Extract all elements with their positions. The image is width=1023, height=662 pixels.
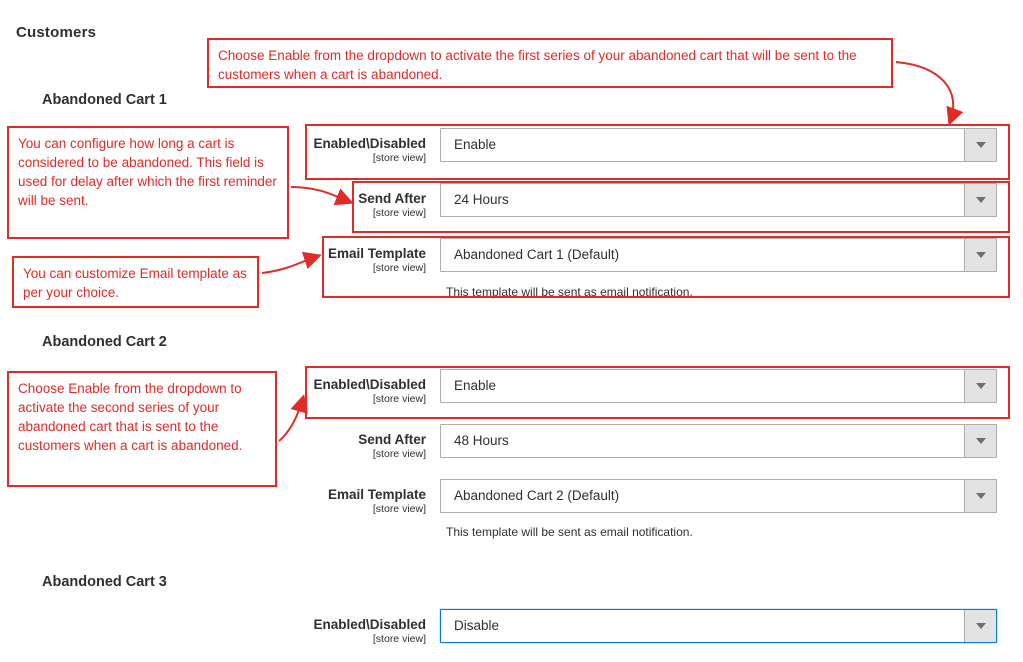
select-cart3-enabled[interactable]	[440, 609, 997, 643]
field-label: Send After	[358, 432, 426, 447]
annotation-email-template: You can customize Email template as per your choice.	[12, 256, 259, 308]
field-row-cart2-send-after	[348, 424, 997, 461]
field-label: Enabled\Disabled	[313, 136, 426, 151]
chevron-down-icon[interactable]	[964, 480, 996, 512]
field-note-cart2-email-template: This template will be sent as email notification.	[446, 525, 693, 539]
group-title-abandoned-cart-2: Abandoned Cart 2	[42, 334, 167, 350]
field-scope: [store view]	[372, 152, 426, 164]
field-scope: [store view]	[372, 633, 426, 645]
field-label: Email Template	[327, 487, 426, 502]
select-cart2-email-template[interactable]	[440, 479, 997, 513]
field-row-cart3-enabled	[305, 609, 997, 646]
field-label-wrap	[322, 238, 440, 275]
field-label-wrap	[305, 369, 440, 406]
field-scope: [store view]	[372, 503, 426, 515]
field-row-cart2-enabled	[305, 369, 997, 406]
field-row-cart1-enabled	[305, 128, 997, 165]
select-value: Enable	[454, 137, 497, 152]
chevron-down-icon[interactable]	[964, 610, 996, 642]
select-value: 24 Hours	[454, 192, 509, 207]
group-title-abandoned-cart-1: Abandoned Cart 1	[42, 92, 167, 108]
field-label: Enabled\Disabled	[313, 377, 426, 392]
select-value: Abandoned Cart 2 (Default)	[454, 488, 620, 503]
select-cart2-send-after[interactable]	[440, 424, 997, 458]
chevron-down-icon[interactable]	[964, 425, 996, 457]
field-row-cart2-email-template	[322, 479, 997, 516]
field-label: Send After	[358, 191, 426, 206]
select-value: Enable	[454, 378, 497, 393]
field-label-wrap	[348, 424, 440, 461]
annotation-send-after: You can configure how long a cart is considered to be abandoned. This field is used for delay after which the first reminder will be sent.	[7, 126, 289, 239]
page-title: Customers	[16, 24, 97, 41]
field-label-wrap	[348, 183, 440, 220]
chevron-down-icon[interactable]	[964, 239, 996, 271]
select-cart1-enabled[interactable]	[440, 128, 997, 162]
select-value: 48 Hours	[454, 433, 509, 448]
annotation-cart2-enable: Choose Enable from the dropdown to activate the second series of your abandoned cart that is sent to the customers when a cart is abandoned.	[7, 371, 277, 487]
field-label-wrap	[305, 128, 440, 165]
field-row-cart1-send-after	[348, 183, 997, 220]
field-scope: [store view]	[372, 448, 426, 460]
field-scope: [store view]	[372, 393, 426, 405]
field-label: Enabled\Disabled	[313, 617, 426, 632]
field-scope: [store view]	[372, 262, 426, 274]
chevron-down-icon[interactable]	[964, 370, 996, 402]
chevron-down-icon[interactable]	[964, 184, 996, 216]
select-cart2-enabled[interactable]	[440, 369, 997, 403]
select-cart1-email-template[interactable]	[440, 238, 997, 272]
field-scope: [store view]	[372, 207, 426, 219]
chevron-down-icon[interactable]	[964, 129, 996, 161]
field-note-cart1-email-template: This template will be sent as email notification.	[446, 285, 693, 299]
field-label: Email Template	[327, 246, 426, 261]
annotation-cart1-enable: Choose Enable from the dropdown to activate the first series of your abandoned cart that will be sent to the customers when a cart is abandoned.	[207, 38, 893, 88]
field-label-wrap	[322, 479, 440, 516]
select-value: Disable	[454, 618, 500, 633]
select-value: Abandoned Cart 1 (Default)	[454, 247, 620, 262]
group-title-abandoned-cart-3: Abandoned Cart 3	[42, 574, 167, 590]
select-cart1-send-after[interactable]	[440, 183, 997, 217]
field-label-wrap	[305, 609, 440, 646]
field-row-cart1-email-template	[322, 238, 997, 275]
